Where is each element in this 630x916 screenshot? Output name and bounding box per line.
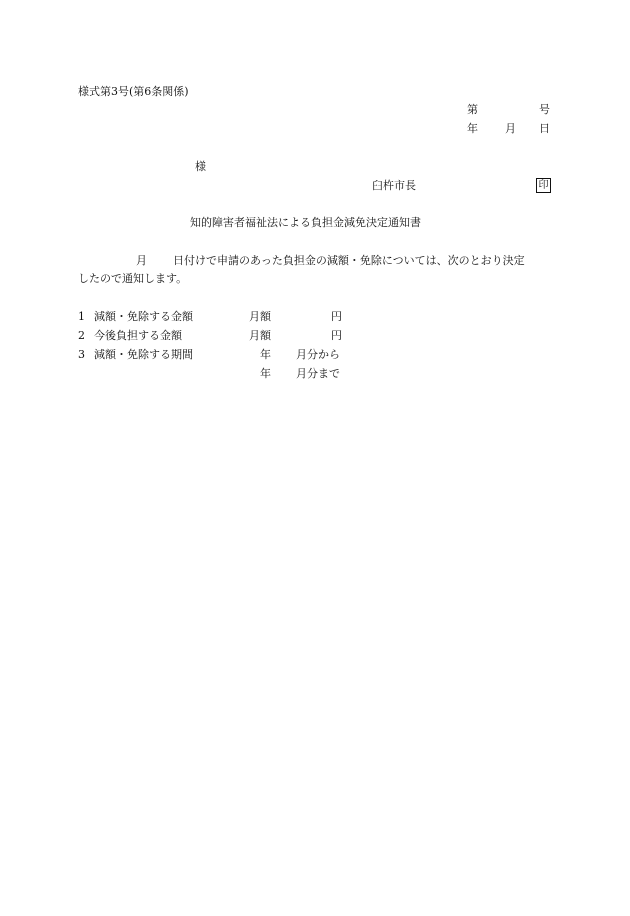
item-1-unit-monthly: 月額 xyxy=(249,310,271,323)
item-2-unit-yen: 円 xyxy=(331,329,342,342)
body-month-label: 月 xyxy=(136,254,147,267)
item-1-number: 1 xyxy=(78,310,85,323)
addressee-honorific: 様 xyxy=(195,160,206,173)
item-3-number: 3 xyxy=(78,348,85,361)
period-end-month-until: 月分まで xyxy=(296,367,340,380)
document-number-suffix: 号 xyxy=(539,103,550,116)
body-line-2: したので通知します。 xyxy=(78,272,188,285)
item-1-label: 減額・免除する金額 xyxy=(94,310,193,323)
item-2-unit-monthly: 月額 xyxy=(249,329,271,342)
seal-mark: 印 xyxy=(536,178,551,193)
item-2-label: 今後負担する金額 xyxy=(94,329,182,342)
sender-title: 臼杵市長 xyxy=(372,179,416,192)
item-2-number: 2 xyxy=(78,329,85,342)
item-1-unit-yen: 円 xyxy=(331,310,342,323)
item-3-year-label: 年 xyxy=(260,348,271,361)
date-month-label: 月 xyxy=(505,122,516,135)
item-3-month-from: 月分から xyxy=(296,348,340,361)
form-label: 様式第3号(第6条関係) xyxy=(78,85,189,98)
document-title: 知的障害者福祉法による負担金減免決定通知書 xyxy=(190,216,421,229)
date-day-label: 日 xyxy=(539,122,550,135)
item-3-label: 減額・免除する期間 xyxy=(94,348,193,361)
period-end-year-label: 年 xyxy=(260,367,271,380)
date-year-label: 年 xyxy=(467,122,478,135)
document-number-prefix: 第 xyxy=(467,103,478,116)
body-line-1: 日付けで申請のあった負担金の減額・免除については、次のとおり決定 xyxy=(173,254,525,267)
